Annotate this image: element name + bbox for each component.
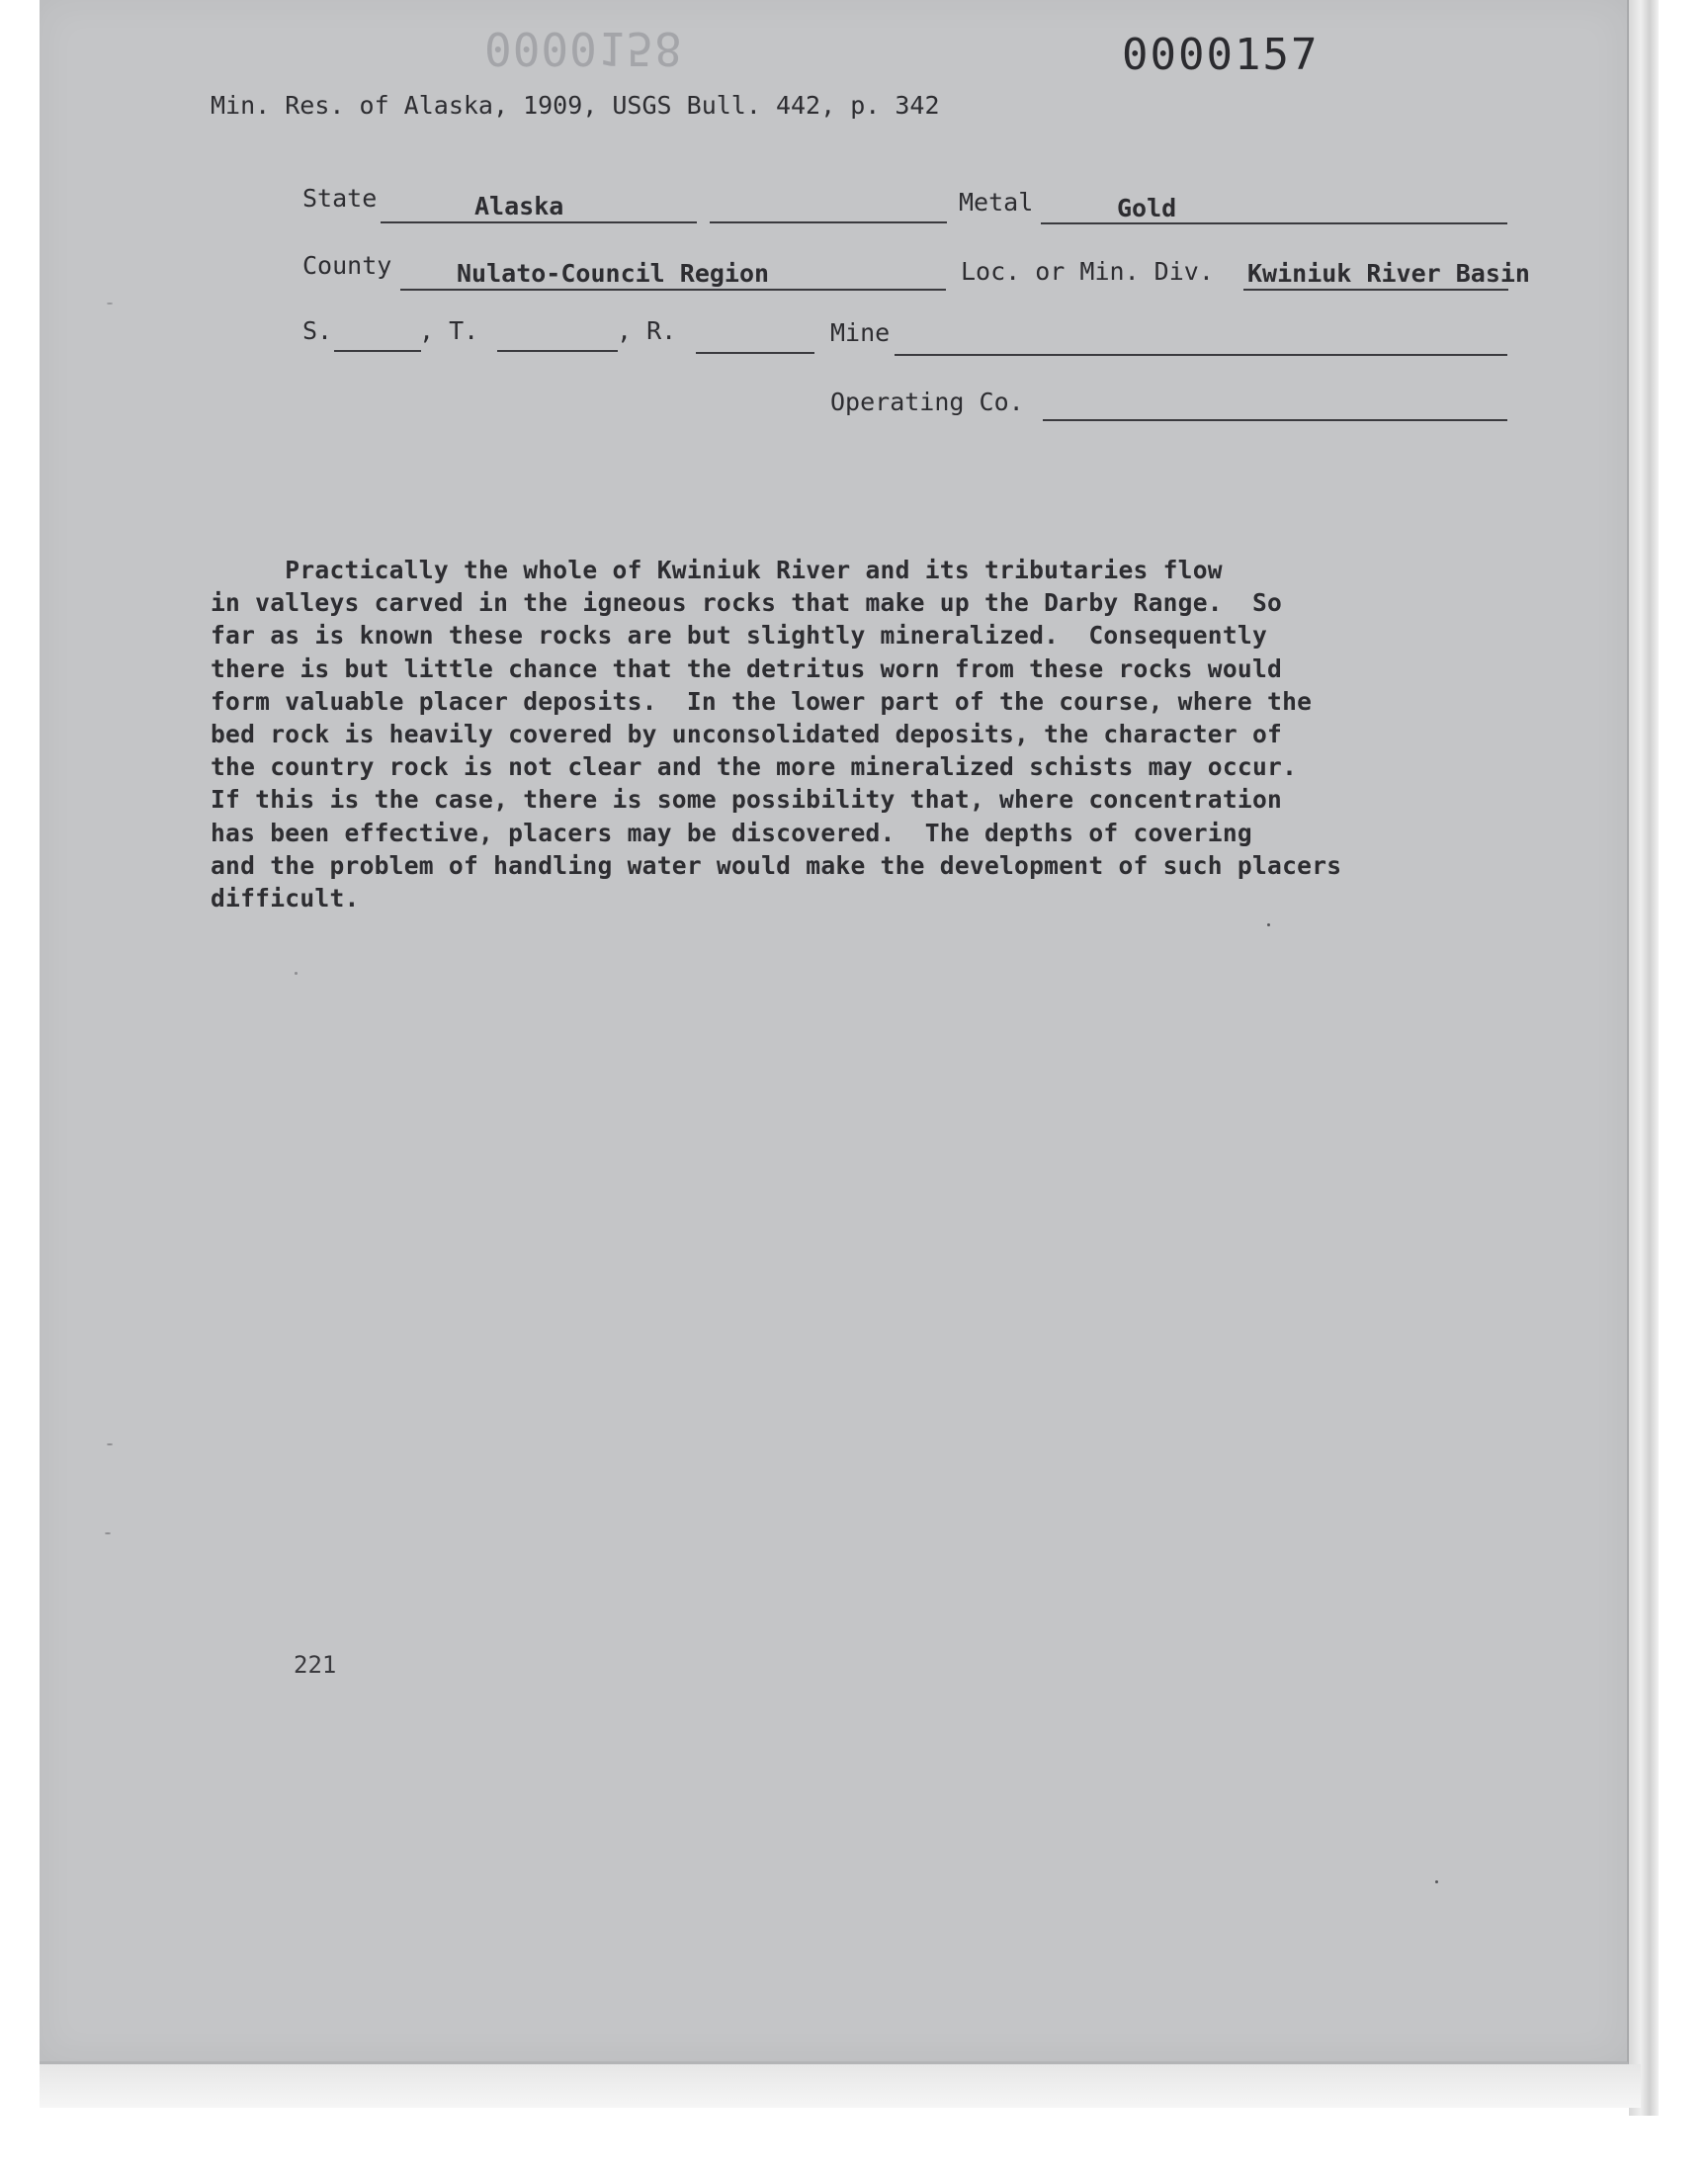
card-edge-right (1629, 0, 1659, 2116)
loc-div-underline (1243, 289, 1508, 291)
metal-label: Metal (959, 188, 1034, 217)
mine-label: Mine (830, 318, 891, 347)
card-edge-bottom (40, 2064, 1641, 2108)
scan-speck (295, 972, 298, 975)
township-underline (497, 350, 618, 352)
state-value: Alaska (474, 192, 564, 220)
scan-speck (105, 1532, 111, 1534)
township-label: , T. (419, 316, 479, 345)
section-underline (334, 350, 421, 352)
paragraph-line: bed rock is heavily covered by unconsolidated deposits, the character of (211, 720, 1283, 749)
record-number-stamp: 0000157 (1122, 30, 1320, 80)
metal-value: Gold (1117, 194, 1177, 222)
scan-speck (107, 303, 113, 304)
scan-speck (107, 1443, 113, 1445)
county-label: County (302, 251, 392, 280)
paragraph-line: far as is known these rocks are but slightly mineralized. Consequently (211, 621, 1268, 651)
paragraph-line: there is but little chance that the detritus worn from these rocks would (211, 653, 1283, 683)
scan-speck (1435, 1880, 1438, 1883)
paragraph-line: has been effective, placers may be discovered. The depths of covering (211, 818, 1252, 847)
operating-co-label: Operating Co. (830, 388, 1024, 416)
state-underline-1 (381, 221, 697, 223)
paragraph-line: difficult. (211, 884, 360, 914)
citation-line: Min. Res. of Alaska, 1909, USGS Bull. 442, p. 342 (211, 91, 940, 120)
paragraph-line: Practically the whole of Kwiniuk River and its tributaries flow (211, 556, 1223, 584)
range-underline (696, 352, 814, 354)
operating-co-underline (1043, 419, 1507, 421)
paragraph-line: form valuable placer deposits. In the lower part of the course, where the (211, 686, 1313, 716)
state-label: State (302, 184, 378, 213)
paragraph-line: in valleys carved in the igneous rocks that make up the Darby Range. So (211, 588, 1283, 618)
state-underline-2 (710, 221, 947, 223)
description-paragraph (211, 554, 1495, 914)
index-card (40, 0, 1629, 2064)
loc-div-value: Kwiniuk River Basin (1247, 259, 1530, 288)
mine-underline (895, 354, 1507, 356)
paragraph-line: and the problem of handling water would make the development of such placers (211, 850, 1342, 880)
county-value: Nulato-Council Region (457, 259, 770, 288)
paragraph-line: If this is the case, there is some possibility that, where concentration (211, 785, 1283, 815)
county-underline (400, 289, 946, 291)
scan-speck (1267, 923, 1270, 926)
loc-div-label: Loc. or Min. Div. (961, 257, 1214, 286)
metal-underline (1041, 222, 1507, 224)
faded-stamp-number: 0000158 (484, 22, 683, 75)
range-label: , R. (617, 316, 677, 345)
paragraph-line: the country rock is not clear and the more mineralized schists may occur. (211, 752, 1298, 782)
page-number: 221 (294, 1651, 337, 1679)
section-label: S. (302, 316, 333, 345)
